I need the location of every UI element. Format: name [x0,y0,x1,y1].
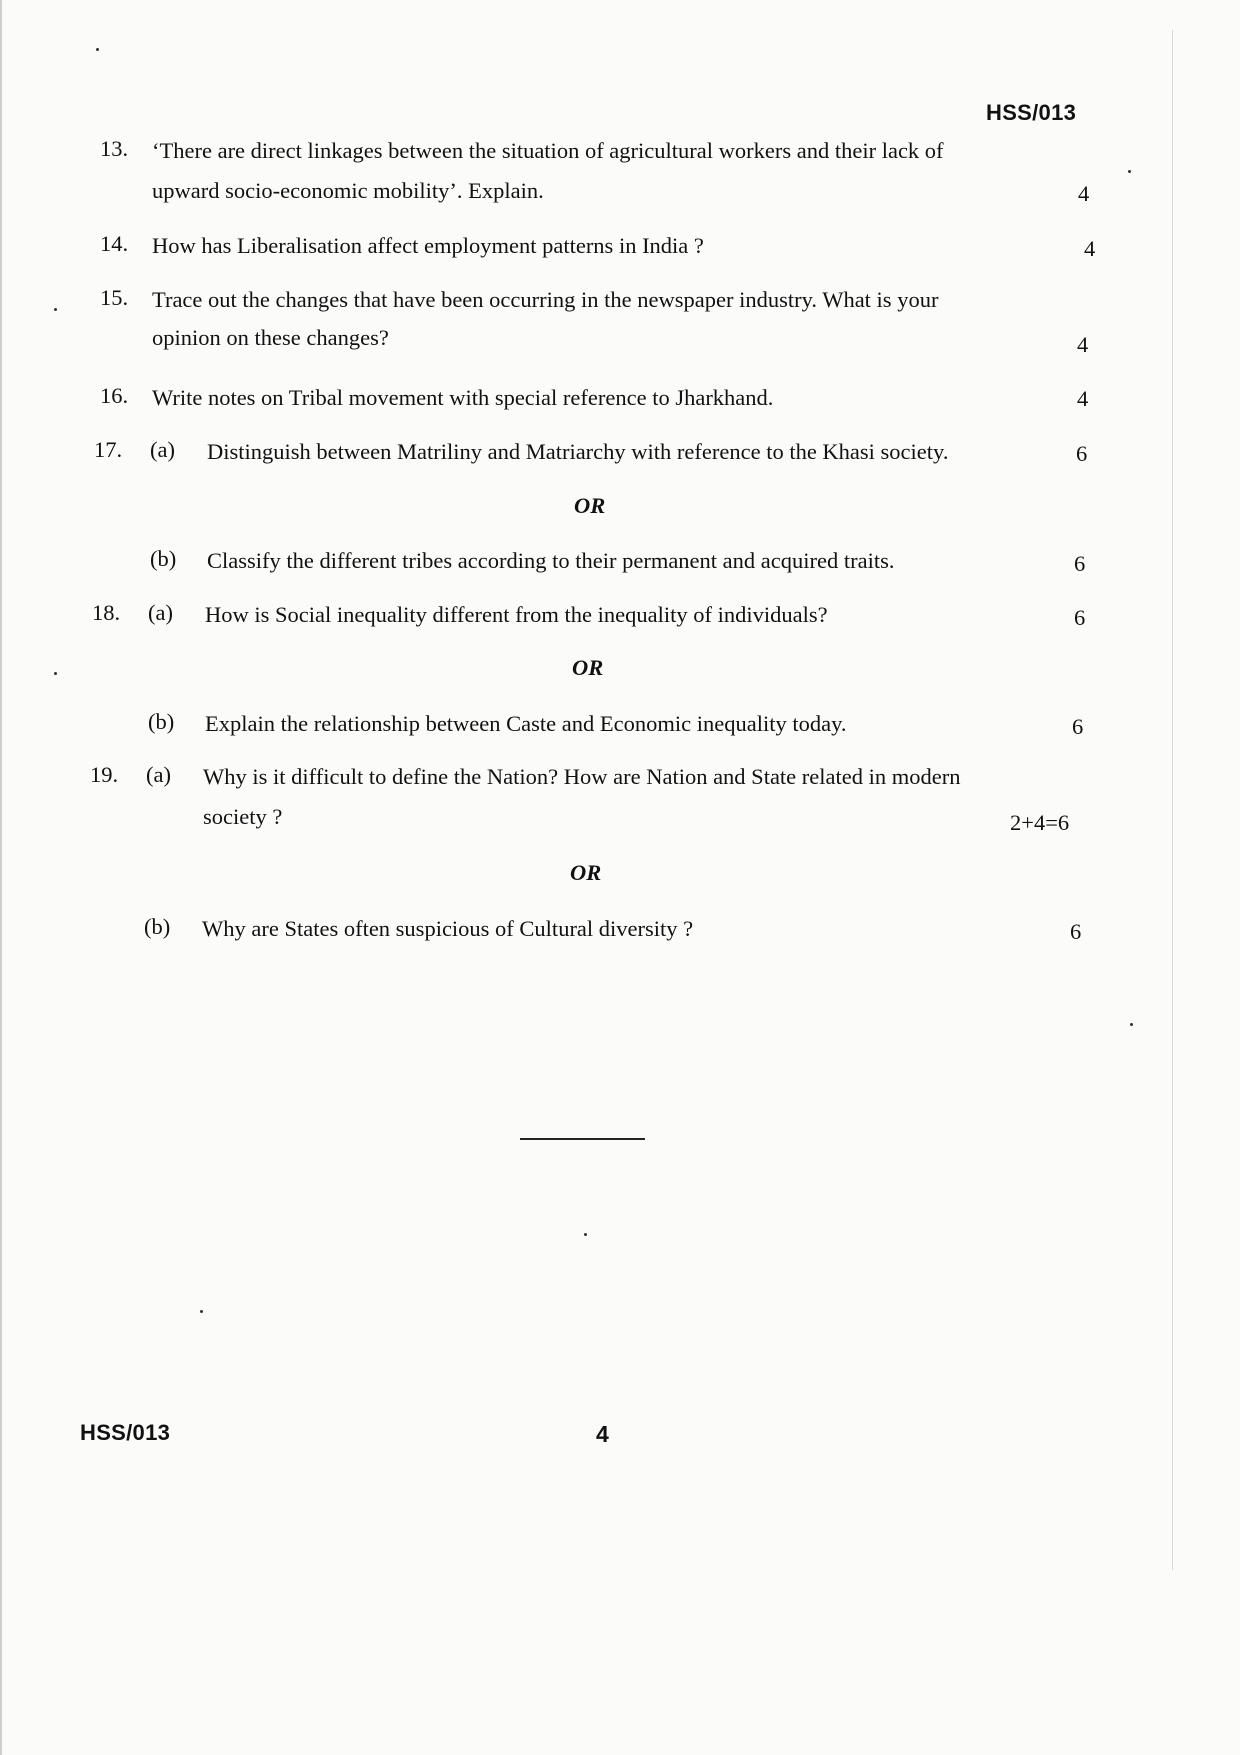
question-17a-text: Distinguish between Matriliny and Matriarchy with reference to the Khasi society. [207,439,949,464]
question-number: 15. [100,285,129,310]
question-17a-marks: 6 [1076,441,1088,466]
scan-right-edge [1172,30,1173,1570]
sub-question-label: (a) [150,437,175,462]
end-of-paper-rule [520,1138,645,1140]
question-17b-text: Classify the different tribes according to their permanent and acquired traits. [207,548,895,573]
or-separator: OR [570,860,602,885]
scan-speck [1128,170,1131,173]
scan-speck [96,48,99,51]
question-18a-text: How is Social inequality different from the inequality of individuals? [205,602,828,627]
question-19b-marks: 6 [1070,919,1082,944]
or-separator: OR [572,655,604,680]
scan-speck [200,1310,203,1313]
question-13-marks: 4 [1078,181,1090,206]
question-14-marks: 4 [1084,236,1096,261]
question-13-text-line1: ‘There are direct linkages between the situation of agricultural workers and their lack of [152,138,944,163]
question-16-marks: 4 [1077,386,1089,411]
question-17b-marks: 6 [1074,551,1086,576]
scan-speck [584,1233,587,1236]
question-19a-text-line1: Why is it difficult to define the Nation? How are Nation and State related in modern [203,764,961,789]
scan-speck [1130,1023,1133,1026]
sub-question-label: (b) [148,709,175,734]
question-number: 14. [100,231,129,256]
question-15-marks: 4 [1077,332,1089,357]
question-number: 19. [90,762,119,787]
or-separator: OR [574,493,606,518]
question-number: 13. [100,136,129,161]
scan-speck [54,672,57,675]
question-15-text-line1: Trace out the changes that have been occurring in the newspaper industry. What is your [152,287,939,312]
sub-question-label: (a) [146,762,171,787]
question-18b-marks: 6 [1072,714,1084,739]
paper-code-header: HSS/013 [986,100,1077,125]
scan-speck [54,308,57,311]
question-number: 18. [92,600,121,625]
question-19a-text-line2: society ? [203,804,283,829]
scan-left-edge [0,0,2,1755]
question-18a-marks: 6 [1074,605,1086,630]
question-18b-text: Explain the relationship between Caste and Economic inequality today. [205,711,847,736]
question-number: 16. [100,383,129,408]
sub-question-label: (a) [148,600,173,625]
question-15-text-line2: opinion on these changes? [152,325,389,350]
question-19b-text: Why are States often suspicious of Cultural diversity ? [202,916,694,941]
sub-question-label: (b) [144,914,171,939]
question-14-text: How has Liberalisation affect employment patterns in India ? [152,233,704,258]
page-number: 4 [596,1421,609,1447]
question-19a-marks: 2+4=6 [1010,810,1070,835]
paper-code-footer: HSS/013 [80,1420,171,1445]
question-number: 17. [94,437,123,462]
sub-question-label: (b) [150,546,177,571]
question-13-text-line2: upward socio-economic mobility’. Explain. [152,178,544,203]
question-16-text: Write notes on Tribal movement with special reference to Jharkhand. [152,385,774,410]
